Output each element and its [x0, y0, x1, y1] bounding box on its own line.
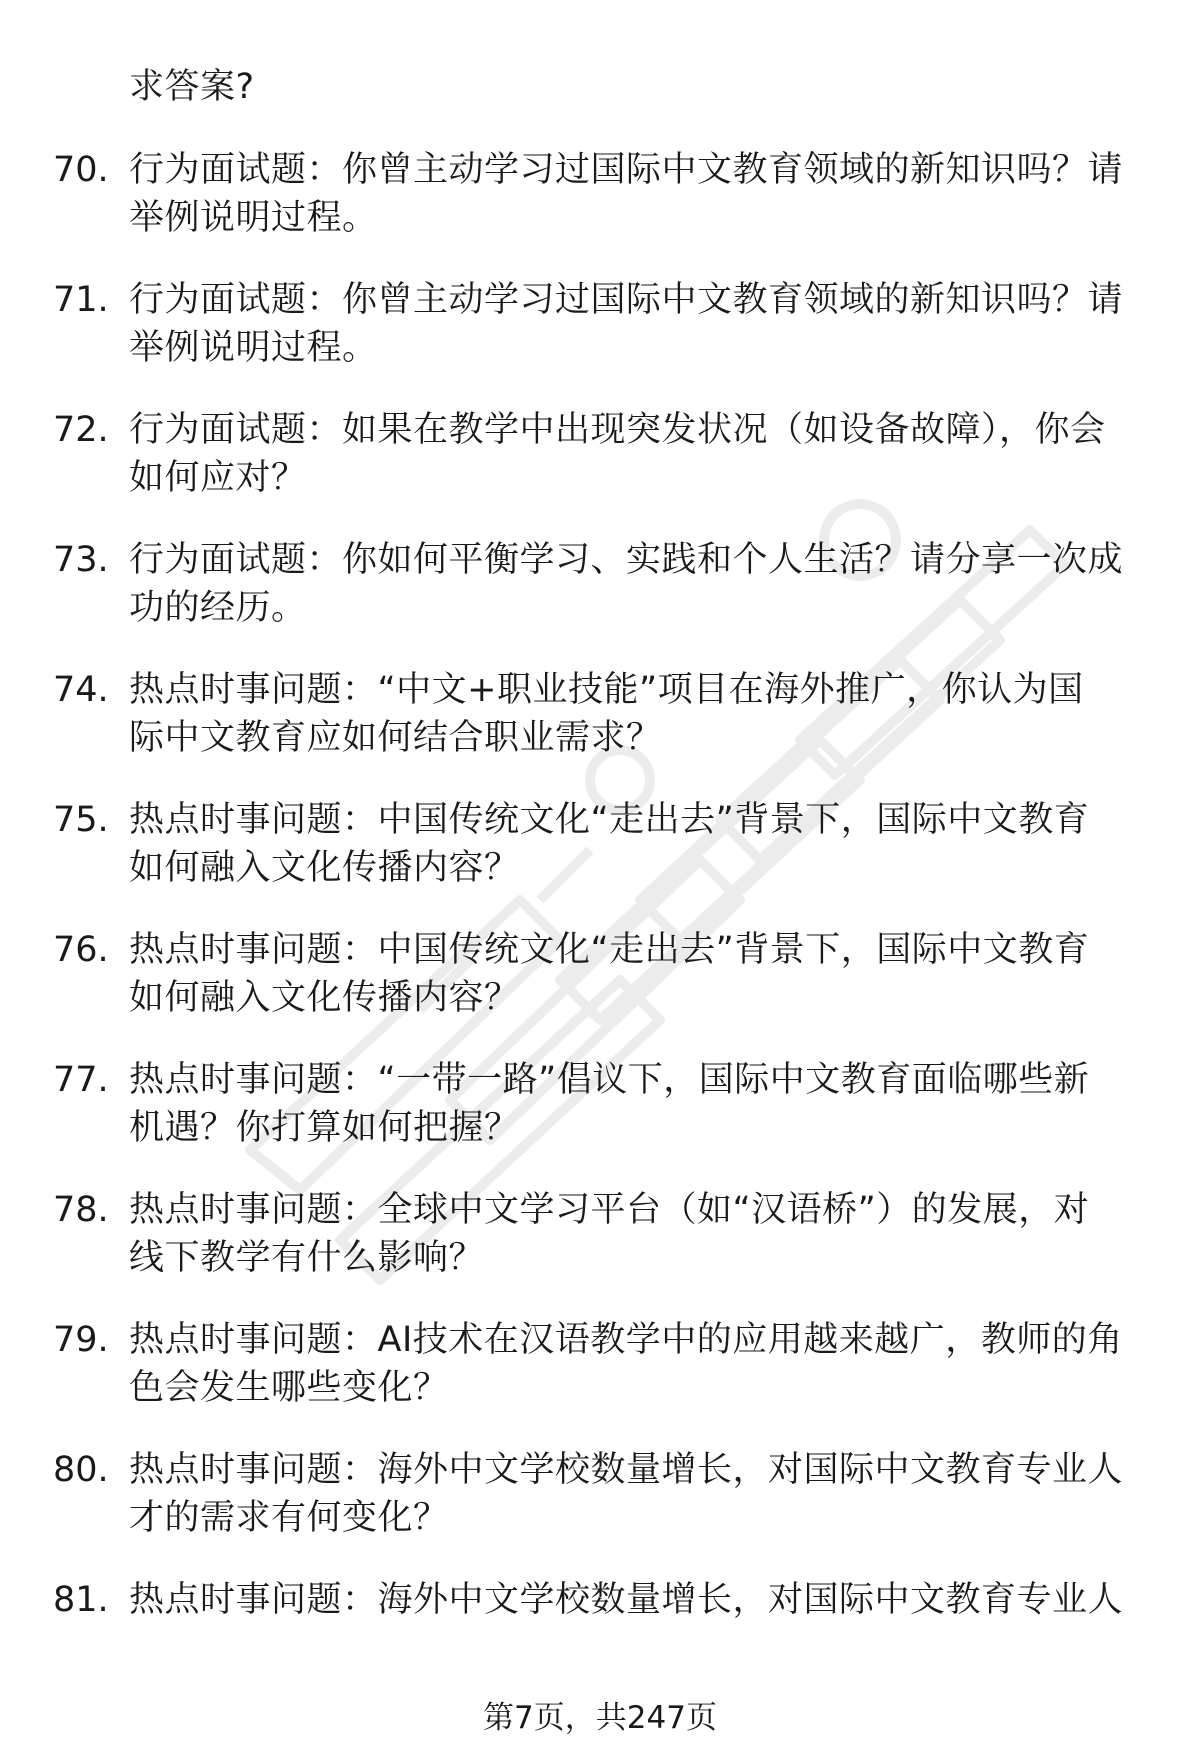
item-number: 76. [53, 930, 109, 970]
page-number-footer: 第7页，共247页 [483, 1700, 717, 1736]
item-line-1: 热点时事问题：海外中文学校数量增长，对国际中文教育专业人 [129, 1580, 1124, 1620]
item-line-1: 热点时事问题：“一带一路”倡议下，国际中文教育面临哪些新 [129, 1060, 1090, 1100]
item-line-1: 行为面试题：你曾主动学习过国际中文教育领域的新知识吗？请 [129, 150, 1124, 190]
item-line-1: 热点时事问题：中国传统文化“走出去”背景下，国际中文教育 [129, 930, 1090, 970]
item-line-2: 功的经历。 [129, 588, 307, 628]
item-line-2: 机遇？你打算如何把握？ [129, 1108, 520, 1148]
item-number: 77. [53, 1060, 109, 1100]
item-number: 70. [53, 150, 109, 190]
item-number: 73. [53, 540, 109, 580]
item-line-1: 热点时事问题：中国传统文化“走出去”背景下，国际中文教育 [129, 800, 1090, 840]
item-line-2: 举例说明过程。 [129, 198, 378, 238]
item-number: 80. [53, 1450, 109, 1490]
item-line-1: 热点时事问题：全球中文学习平台（如“汉语桥”）的发展，对 [129, 1190, 1090, 1230]
item-line-1: 行为面试题：你如何平衡学习、实践和个人生活？请分享一次成 [129, 540, 1124, 580]
item-number: 81. [53, 1580, 109, 1620]
item-line-2: 色会发生哪些变化？ [129, 1368, 449, 1408]
item-number: 79. [53, 1320, 109, 1360]
item-line-1: 热点时事问题：AI技术在汉语教学中的应用越来越广，教师的角 [129, 1320, 1123, 1360]
item-line-2: 如何融入文化传播内容？ [129, 848, 520, 888]
item-line-2: 如何应对？ [129, 458, 307, 498]
item-line-2: 际中文教育应如何结合职业需求？ [129, 718, 662, 758]
item-line-2: 如何融入文化传播内容？ [129, 978, 520, 1018]
item-number: 72. [53, 410, 109, 450]
item-line-1: 热点时事问题：海外中文学校数量增长，对国际中文教育专业人 [129, 1450, 1124, 1490]
item-line-2: 举例说明过程。 [129, 328, 378, 368]
item-line-1: 热点时事问题：“中文+职业技能”项目在海外推广，你认为国 [129, 670, 1084, 710]
item-line-1: 行为面试题：如果在教学中出现突发状况（如设备故障），你会 [129, 410, 1106, 450]
item-number: 75. [53, 800, 109, 840]
item-number: 71. [53, 280, 109, 320]
item-line-2: 线下教学有什么影响？ [129, 1238, 485, 1278]
item-line-2: 才的需求有何变化？ [129, 1498, 449, 1538]
item-line-1: 行为面试题：你曾主动学习过国际中文教育领域的新知识吗？请 [129, 280, 1124, 320]
item-number: 74. [53, 670, 109, 710]
continuation-text: 求答案? [129, 67, 255, 107]
item-number: 78. [53, 1190, 109, 1230]
